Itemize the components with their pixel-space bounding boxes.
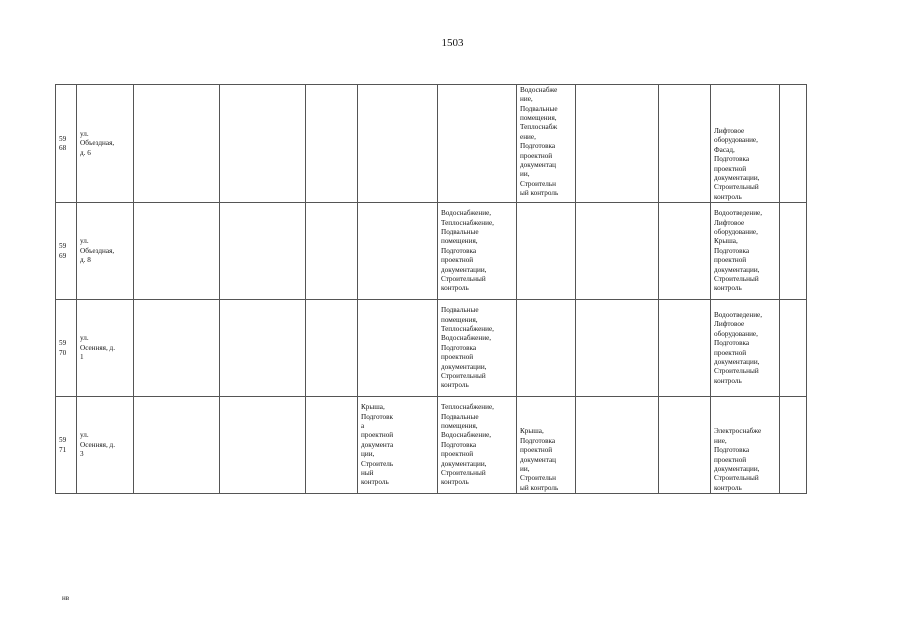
empty-cell: [659, 85, 711, 203]
empty-cell: [576, 397, 659, 494]
empty-cell: [780, 397, 807, 494]
empty-cell: [134, 85, 220, 203]
row-number: 59 71: [56, 397, 77, 494]
empty-cell: [517, 300, 576, 397]
empty-cell: [438, 85, 517, 203]
address-cell: ул. Осенняя, д. 3: [77, 397, 134, 494]
footer-mark: нв: [62, 594, 70, 602]
empty-cell: [134, 203, 220, 300]
works-cell-col11: Лифтовое оборудование, Фасад, Подготовка проектной документации, Строительный контроль: [711, 85, 780, 203]
table-row: [56, 397, 807, 494]
empty-cell: [134, 300, 220, 397]
empty-cell: [220, 397, 306, 494]
table-row: [56, 203, 807, 300]
empty-cell: [659, 300, 711, 397]
row-number: 59 68: [56, 85, 77, 203]
empty-cell: [659, 203, 711, 300]
empty-cell: [306, 300, 358, 397]
works-cell-col8: Крыша, Подготовка проектной документац ии, Строительн ый контроль: [517, 397, 576, 494]
works-cell-col8: Водоснабже ние, Подвальные помещения, Теплоснабж ение, Подготовка проектной документац ии, Строительн ый контроль: [517, 85, 576, 203]
empty-cell: [659, 397, 711, 494]
empty-cell: [358, 85, 438, 203]
empty-cell: [517, 203, 576, 300]
address-cell: ул. Объездная, д. 6: [77, 85, 134, 203]
row-number: 59 69: [56, 203, 77, 300]
address-cell: ул. Осенняя, д. 1: [77, 300, 134, 397]
works-cell-col7: Теплоснабжение, Подвальные помещения, Водоснабжение, Подготовка проектной документации, Строительный контроль: [438, 397, 517, 494]
empty-cell: [306, 203, 358, 300]
empty-cell: [134, 397, 220, 494]
works-cell-col6: Крыша, Подготовк а проектной документа ции, Строитель ный контроль: [358, 397, 438, 494]
empty-cell: [780, 203, 807, 300]
empty-cell: [306, 397, 358, 494]
empty-cell: [780, 85, 807, 203]
repair-schedule-table: [55, 84, 807, 494]
address-cell: ул. Объездная, д. 8: [77, 203, 134, 300]
works-cell-col7: Подвальные помещения, Теплоснабжение, Водоснабжение, Подготовка проектной документации, Строительный контроль: [438, 300, 517, 397]
empty-cell: [358, 300, 438, 397]
empty-cell: [576, 300, 659, 397]
works-cell-col11: Электроснабже ние, Подготовка проектной документации, Строительный контроль: [711, 397, 780, 494]
row-number: 59 70: [56, 300, 77, 397]
empty-cell: [220, 85, 306, 203]
table-row: [56, 85, 807, 203]
empty-cell: [780, 300, 807, 397]
table-row: [56, 300, 807, 397]
empty-cell: [576, 85, 659, 203]
works-cell-col11: Водоотведение, Лифтовое оборудование, Подготовка проектной документации, Строительный контроль: [711, 300, 780, 397]
empty-cell: [358, 203, 438, 300]
works-cell-col11: Водоотведение, Лифтовое оборудование, Крыша, Подготовка проектной документации, Строительный контроль: [711, 203, 780, 300]
empty-cell: [576, 203, 659, 300]
works-cell-col7: Водоснабжение, Теплоснабжение, Подвальные помещения, Подготовка проектной документации, Строительный контроль: [438, 203, 517, 300]
empty-cell: [220, 300, 306, 397]
page-number: 1503: [441, 37, 464, 49]
empty-cell: [220, 203, 306, 300]
empty-cell: [306, 85, 358, 203]
